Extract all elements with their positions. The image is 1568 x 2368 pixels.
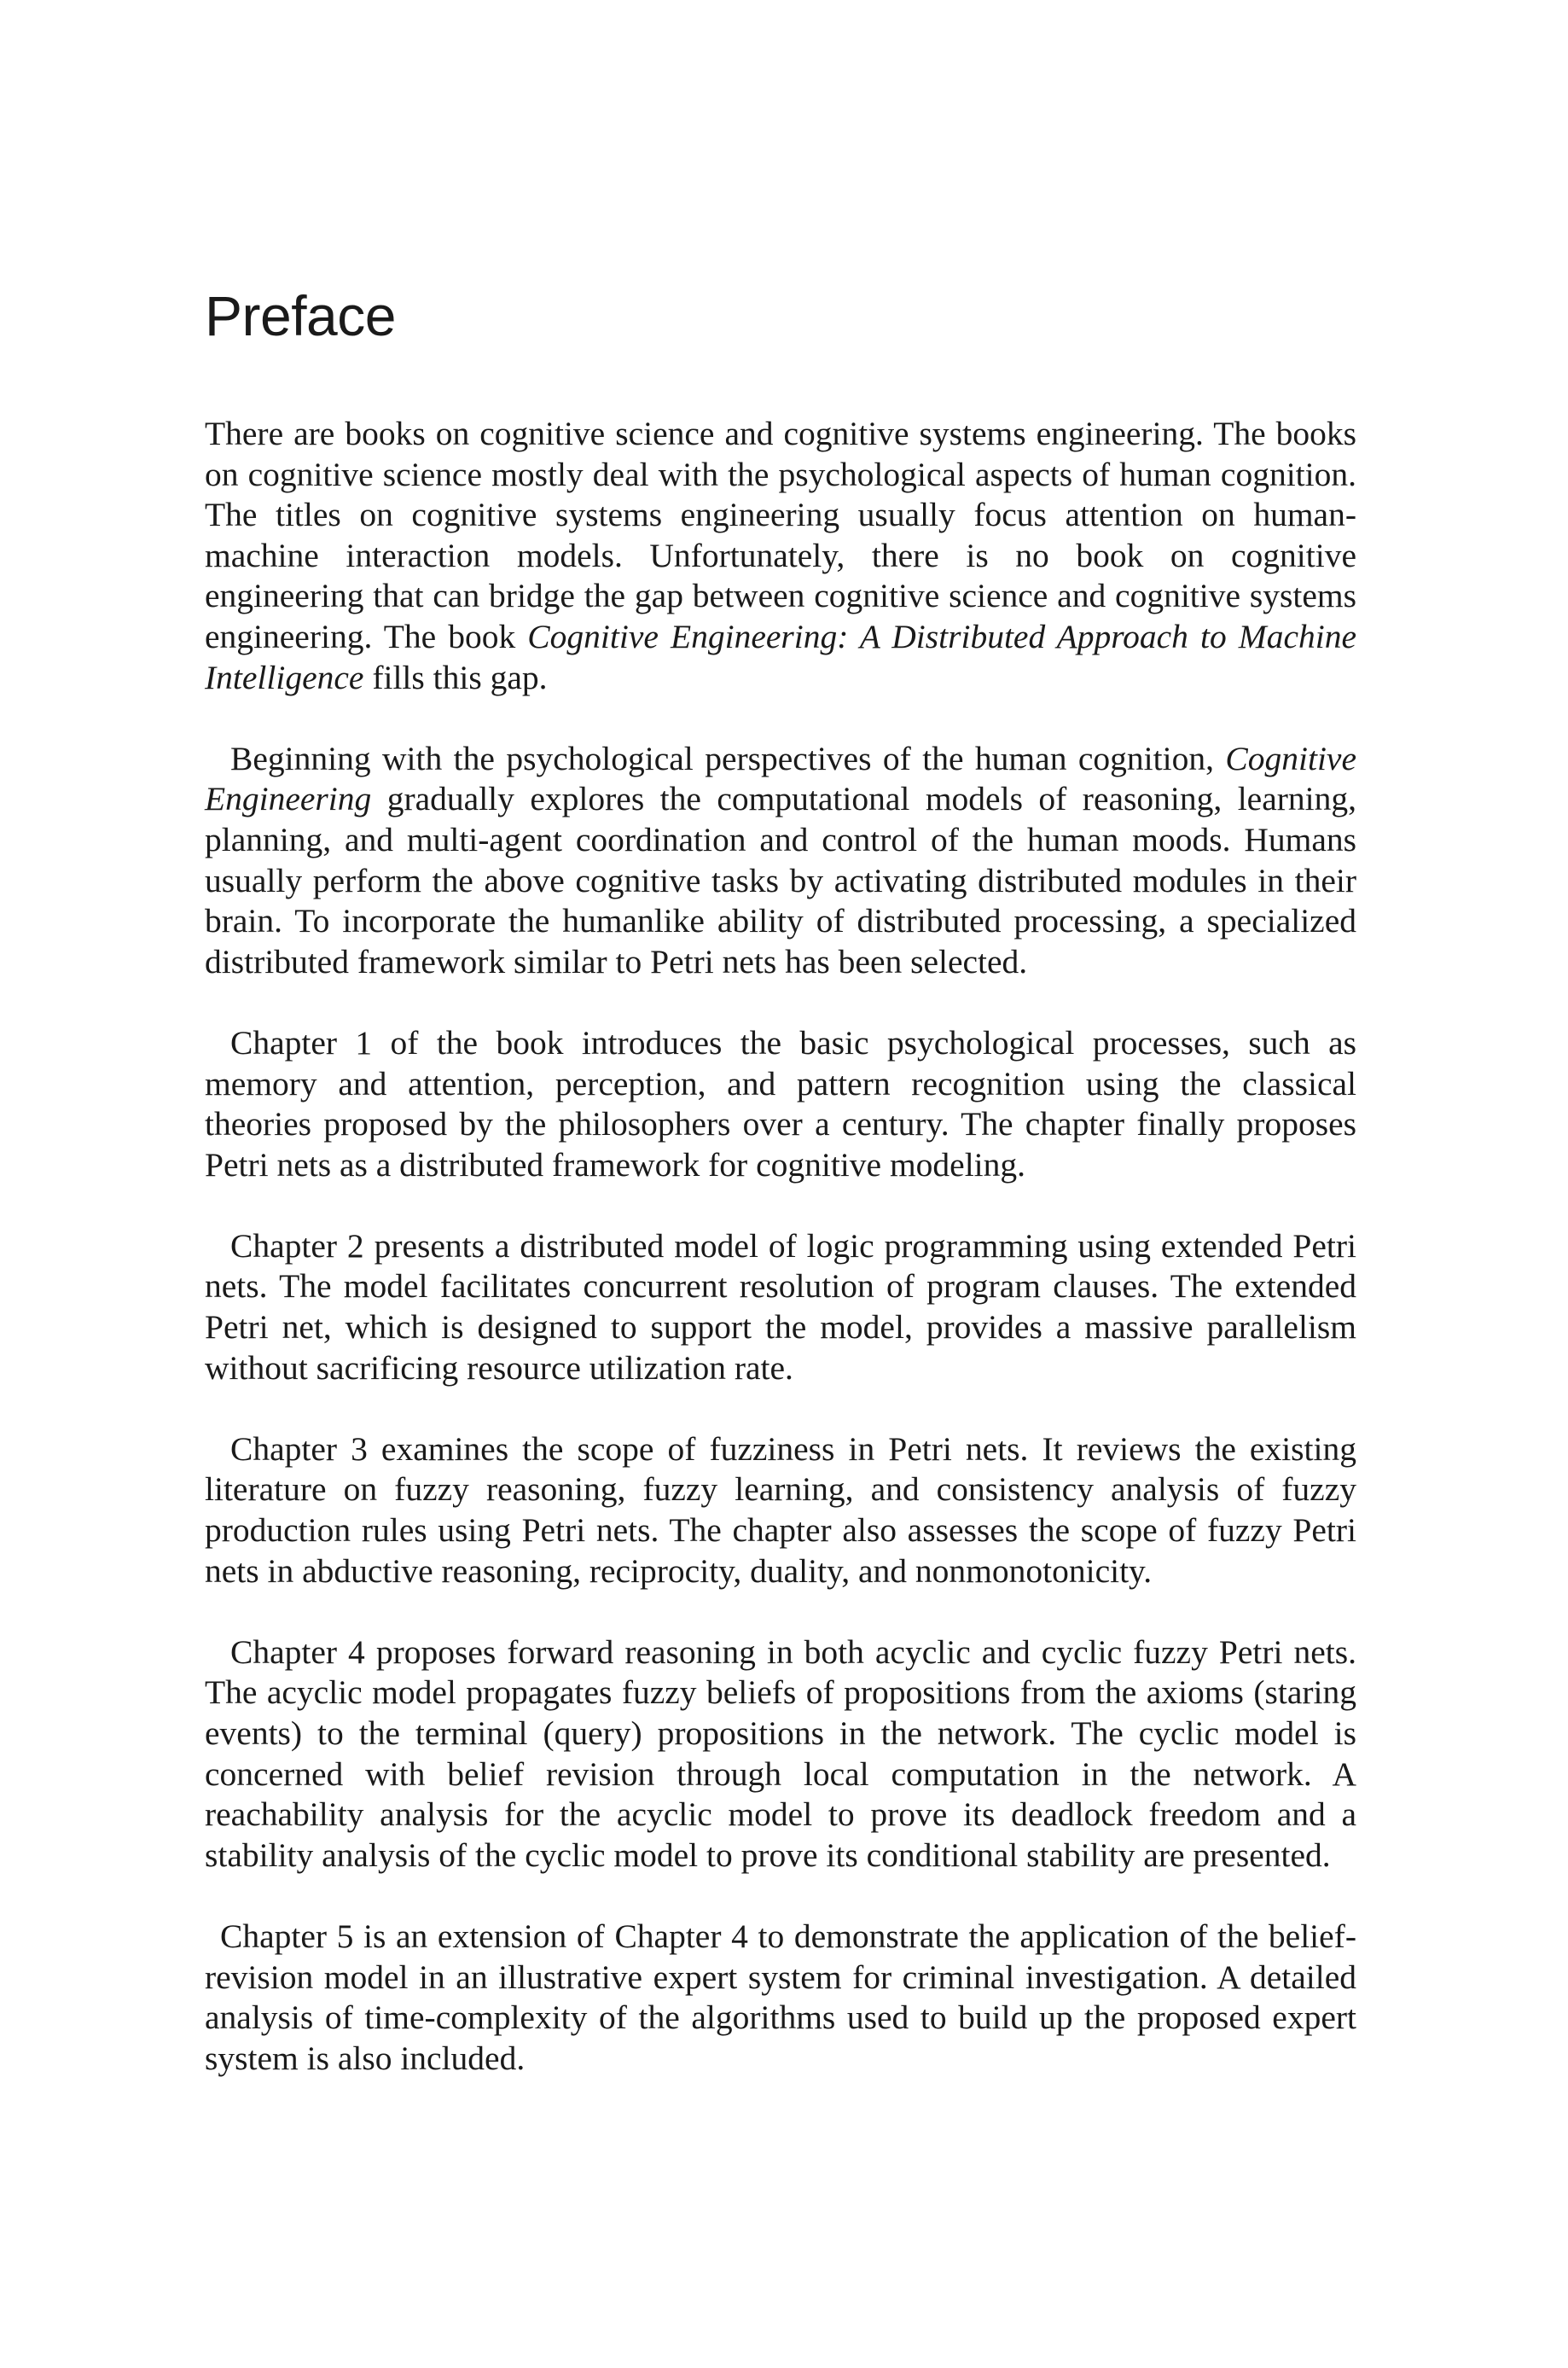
book-title-italic: Cognitive Engineering: A Distributed Approach to Machine Intelligence (205, 617, 1356, 696)
paragraph-chapter-2: Chapter 2 presents a distributed model of logic programming using extended Petri nets. The model facilitates concurrent resolution of program clauses. The extended Petri net, which is designed to support the model, provides a massive parallelism without sacrificing resource utilization rate. (205, 1226, 1356, 1387)
paragraph-intro-text: There are books on cognitive science and cognitive systems engineering. The books on cognitive science mostly deal with the psychological aspects of human cognition. The titles on cognitive systems engineering usually focus attention on human-machine interaction models. Unfortunately, there is no book on cognitive engineering that can bridge the gap between cognitive science and cognitive systems engineering. The book (205, 415, 1356, 655)
paragraph-chapter-1: Chapter 1 of the book introduces the basic psychological processes, such as memory and attention, perception, and pattern recognition using the classical theories proposed by the philosophers over a century. The chapter finally proposes Petri nets as a distributed framework for cognitive modeling. (205, 1023, 1356, 1184)
book-short-title-italic: Cognitive Engineering (205, 739, 1356, 818)
paragraph-overview (205, 739, 1356, 983)
paragraph-intro (205, 414, 1356, 698)
paragraph-chapter-5: Chapter 5 is an extension of Chapter 4 to demonstrate the application of the belief-revision model in an illustrative expert system for criminal investigation. A detailed analysis of time-complexity of the algorithms used to build up the proposed expert system is also included. (205, 1917, 1356, 2077)
paragraph-chapter-3: Chapter 3 examines the scope of fuzziness in Petri nets. It reviews the existing literature on fuzzy reasoning, fuzzy learning, and consistency analysis of fuzzy production rules using Petri nets. The chapter also assesses the scope of fuzzy Petri nets in abductive reasoning, reciprocity, duality, and nonmonotonicity. (205, 1429, 1356, 1590)
paragraph-intro-ending: fills this gap. (363, 658, 548, 696)
page-title: Preface (205, 284, 396, 347)
preface-body (205, 414, 1356, 2079)
paragraph-overview-rest: gradually explores the computational models of reasoning, learning, planning, and multi-agent coordination and control of the human moods. Humans usually perform the above cognitive tasks by activating distributed modules in their brain. To incorporate the humanlike ability of distributed processing, a specialized distributed framework similar to Petri nets has been selected. (205, 780, 1356, 980)
paragraph-chapter-4: Chapter 4 proposes forward reasoning in both acyclic and cyclic fuzzy Petri nets. The acyclic model propagates fuzzy beliefs of propositions from the axioms (staring events) to the terminal (query) propositions in the network. The cyclic model is concerned with belief revision through local computation in the network. A reachability analysis for the acyclic model to prove its deadlock freedom and a stability analysis of the cyclic model to prove its conditional stability are presented. (205, 1632, 1356, 1874)
paragraph-overview-text: Beginning with the psychological perspectives of the human cognition, (230, 739, 1226, 777)
